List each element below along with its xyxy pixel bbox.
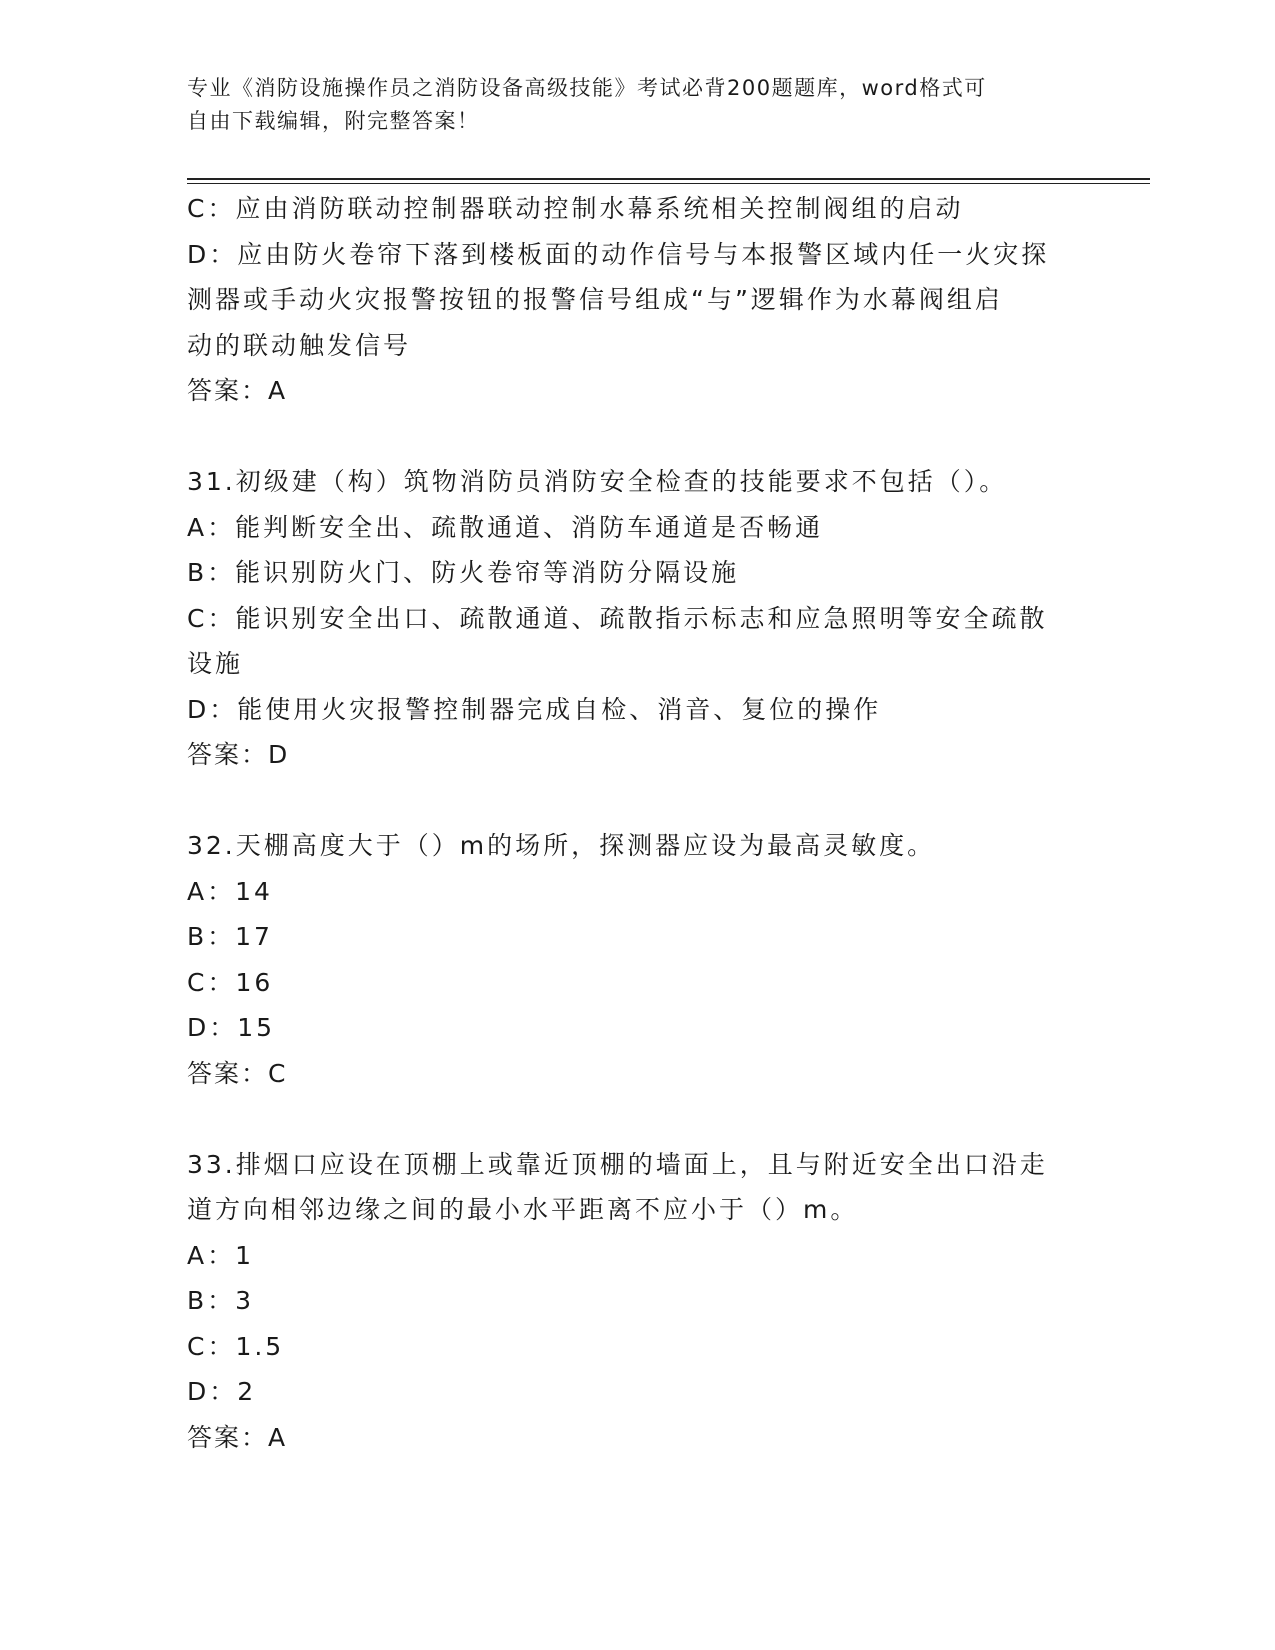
header-line: 自由下载编辑，附完整答案！ — [187, 109, 480, 133]
option-a: A：14 — [187, 876, 273, 906]
option-d: D：2 — [187, 1377, 257, 1406]
spacer — [187, 778, 1087, 824]
question-stem-continued: 道方向相邻边缘之间的最小水平距离不应小于（）m。 — [187, 1195, 859, 1224]
question-list — [187, 186, 1087, 1460]
question-31 — [187, 459, 1087, 778]
option-d: D：15 — [187, 1013, 276, 1042]
question-32 — [187, 823, 1087, 1096]
answer: 答案：A — [187, 1422, 288, 1452]
header-divider-thin — [187, 183, 1150, 184]
option-b: B：能识别防火门、防火卷帘等消防分隔设施 — [187, 558, 740, 587]
spacer — [187, 1096, 1087, 1142]
header-line: 专业《消防设施操作员之消防设备高级技能》考试必背200题题库，word格式可 — [187, 76, 987, 100]
option-d: D：能使用火灾报警控制器完成自检、消音、复位的操作 — [187, 694, 882, 724]
question-stem: 31.初级建（构）筑物消防员消防安全检查的技能要求不包括（）。 — [187, 467, 1008, 496]
option-c: C：1.5 — [187, 1331, 285, 1361]
option-b: B：3 — [187, 1286, 255, 1315]
question-stem: 33.排烟口应设在顶棚上或靠近顶棚的墙面上，且与附近安全出口沿走 — [187, 1149, 1048, 1179]
option-a: A：能判断安全出、疏散通道、消防车通道是否畅通 — [187, 512, 824, 542]
question-33 — [187, 1142, 1087, 1461]
continued-question — [187, 186, 1087, 414]
option-c-continued: 设施 — [187, 649, 244, 678]
option-c: C：16 — [187, 967, 274, 997]
answer: 答案：C — [187, 1058, 288, 1088]
option-c: C：应由消防联动控制器联动控制水幕系统相关控制阀组的启动 — [187, 194, 964, 223]
option-c: C：能识别安全出口、疏散通道、疏散指示标志和应急照明等安全疏散 — [187, 603, 1048, 633]
question-stem: 32.天棚高度大于（）m的场所，探测器应设为最高灵敏度。 — [187, 831, 936, 860]
option-d-continued: 动的联动触发信号 — [187, 330, 412, 360]
option-d: D：应由防火卷帘下落到楼板面的动作信号与本报警区域内任一火灾探 — [187, 239, 1050, 269]
page-header — [187, 72, 1067, 138]
header-divider — [187, 178, 1150, 180]
option-b: B：17 — [187, 922, 273, 951]
option-d-continued: 测器或手动火灾报警按钮的报警信号组成“与”逻辑作为水幕阀组启 — [187, 285, 1003, 314]
option-a: A：1 — [187, 1240, 255, 1270]
spacer — [187, 414, 1087, 460]
answer: 答案：D — [187, 740, 290, 769]
answer: 答案：A — [187, 376, 288, 405]
